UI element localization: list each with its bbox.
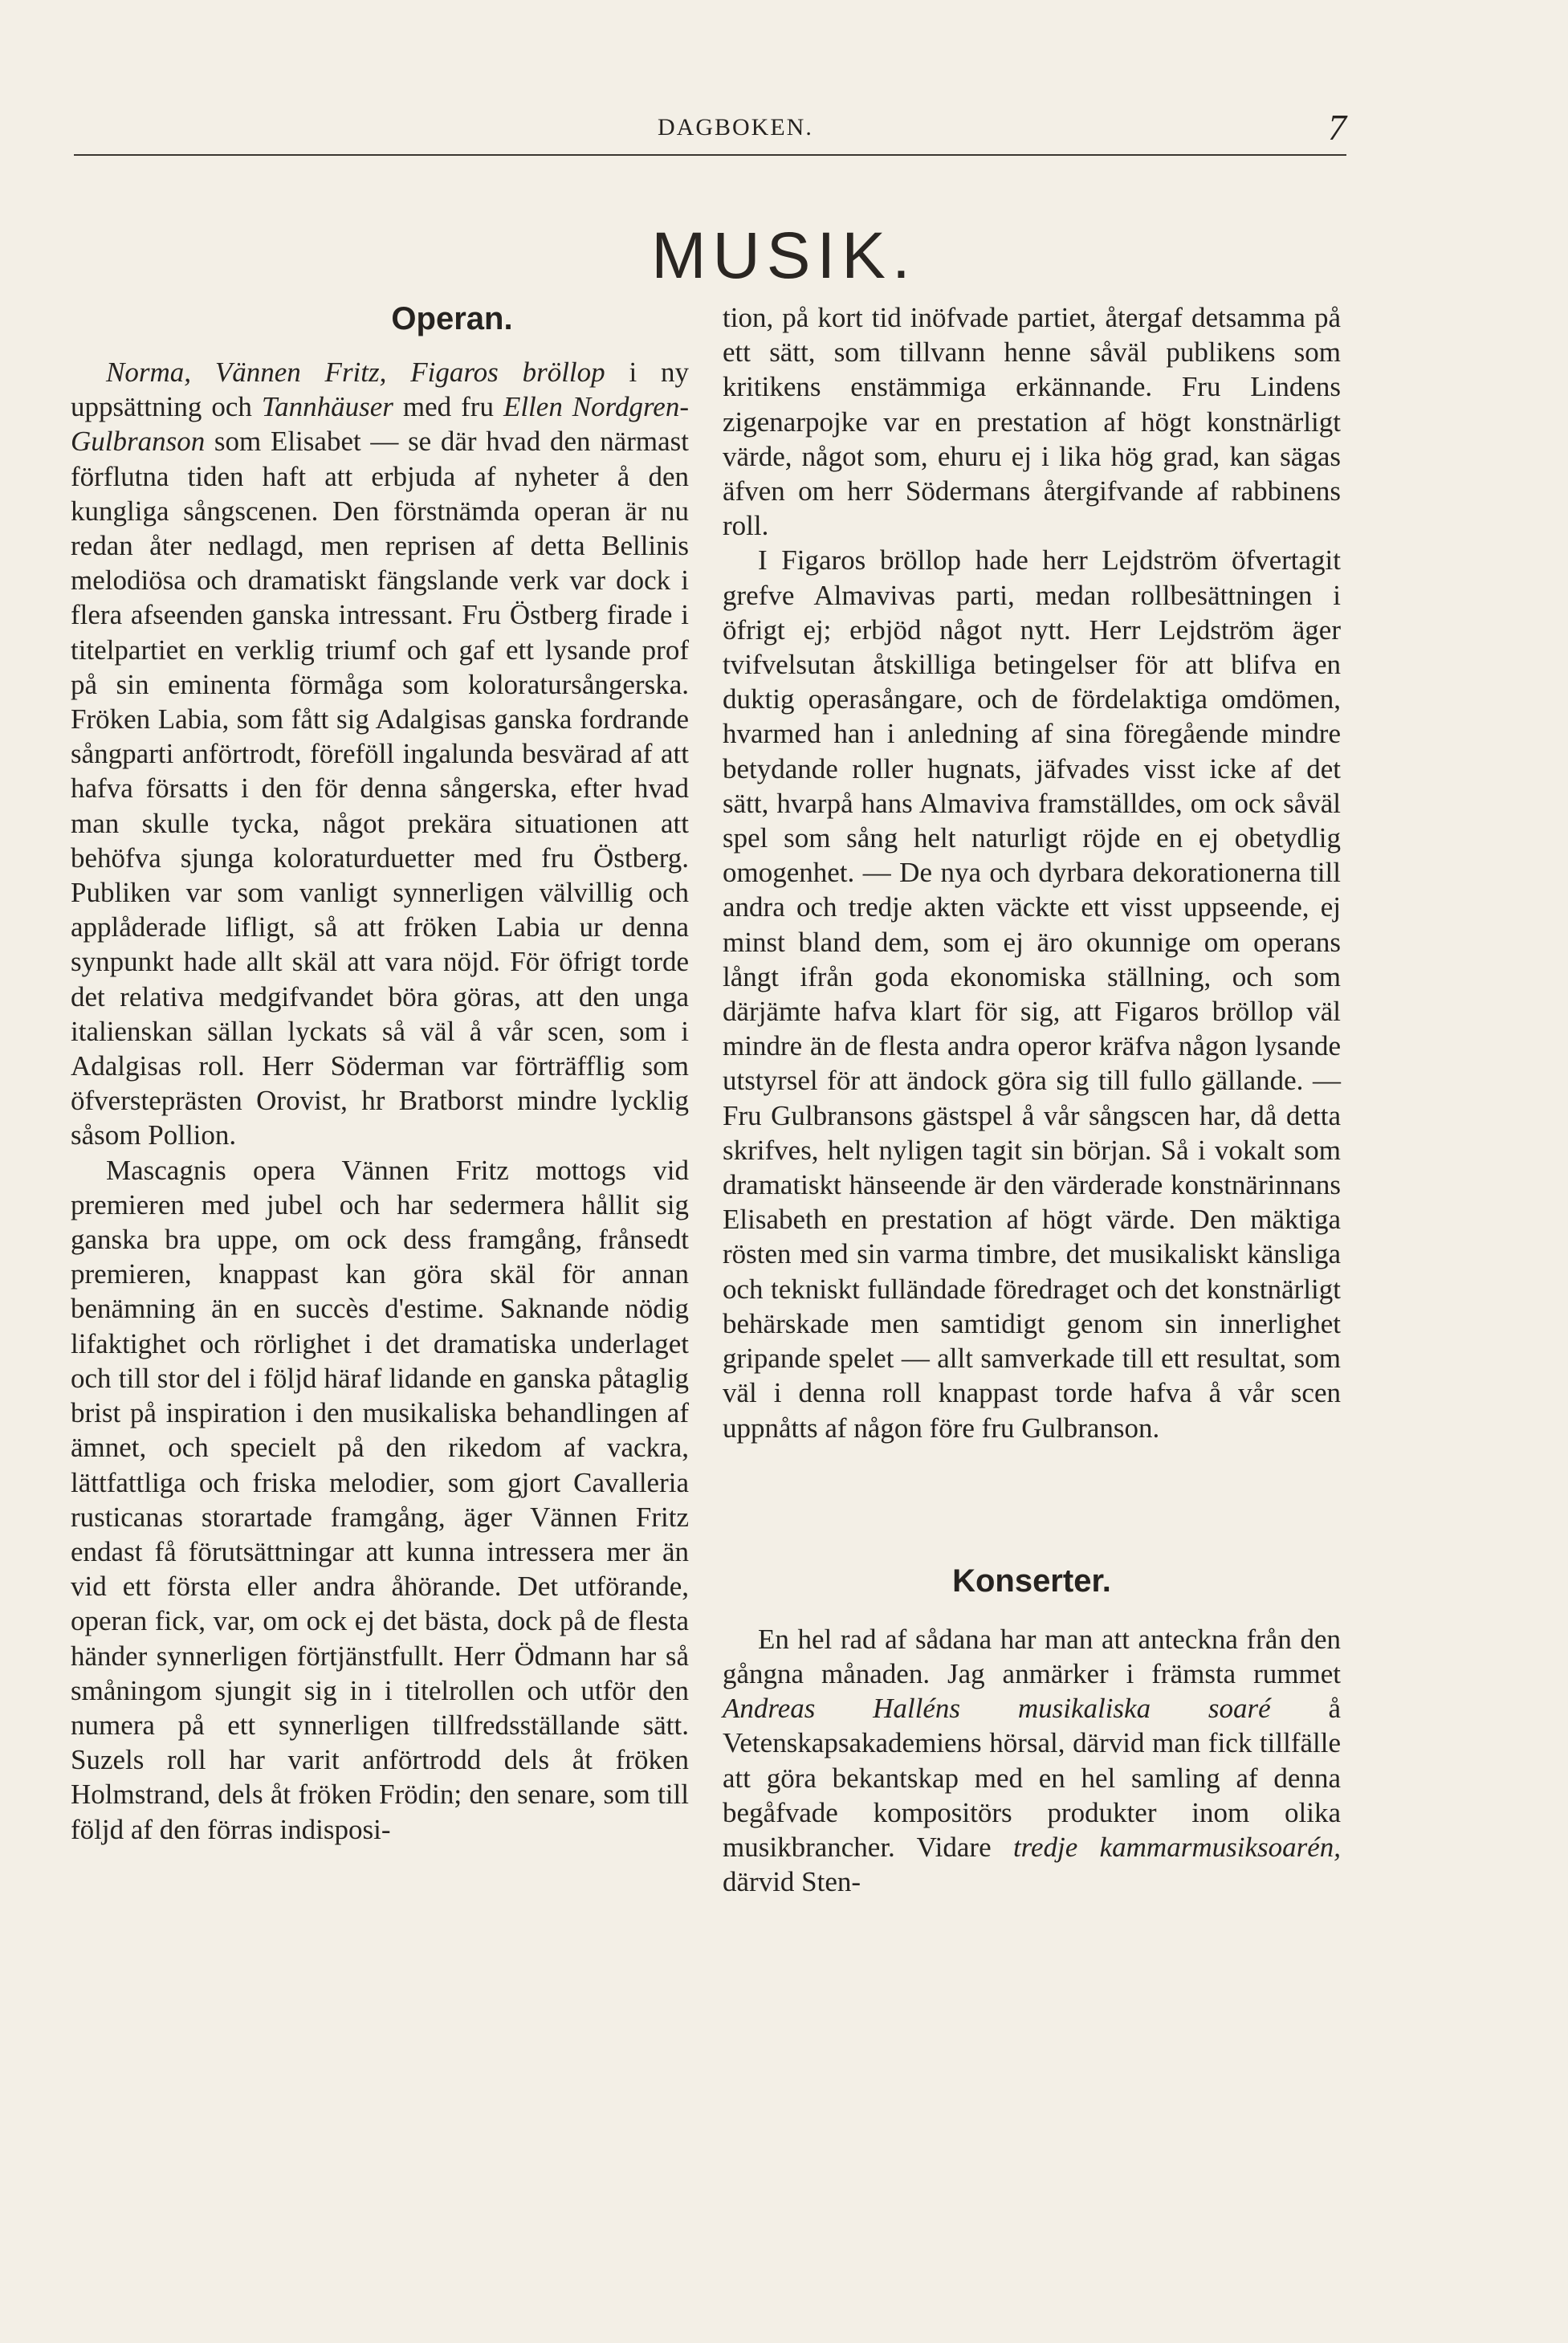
text-run [386,357,410,388]
text-run [191,357,215,388]
text-run: därvid Sten- [723,1866,861,1898]
text-run: med fru [393,391,503,423]
italic-title: Norma, [106,357,191,388]
section-title: MUSIK. [651,219,917,292]
italic-title: Tannhäuser [261,391,393,423]
text-run: å Vetenskapsakademiens hörsal, därvid man fick tillfälle att göra bekantskap med en hel samling af denna begåfvade kompositörs produkter inom olika musikbrancher. Vidare [723,1693,1341,1863]
heading-operan: Operan. [391,301,513,336]
italic-title: Figaros bröllop [410,357,605,388]
right-column [723,300,1341,1899]
paragraph [71,355,689,1153]
italic-title: Vännen Fritz, [214,357,387,388]
left-column [71,300,689,1847]
paragraph: tion, på kort tid inöfvade partiet, återgaf detsamma på ett sätt, som tillvann henne såväl publikens som kritikens enstämmiga erkännande. Fru Lindens zigenarpojke var en prestation af högt konstnärligt värde, något som, ehuru ej i lika hög grad, kan sägas äfven om herr Södermans återgifvande af rabbinens roll. [723,302,1341,542]
paragraph: I Figaros bröllop hade herr Lejdström öfvertagit grefve Almavivas parti, medan rollbesättningen i öfrigt ej; erbjöd något nytt. Herr Lejdström äger tvifvelsutan åtskilliga betingelser för att blifva en duktig operasångare, och de fördelaktiga omdömen, hvarmed han i anledning af sina föregående mindre betydande roller hugnats, jäfvades visst icke af det sätt, hvarpå hans Almaviva framställdes, om ock såväl spel som sång helt naturligt röjde en ej obetydlig omogenhet. — De nya och dyrbara dekorationerna till andra och tredje akten väckte ett visst uppseende, ej minst bland dem, som ej äro okunnige om operans långt ifrån goda ekonomiska ställning, och som därjämte hafva klart för sig, att Figaros bröllop väl mindre än de flesta andra operor kräfva någon lysande utstyrsel för att ändock göra sig till fullo gällande. — Fru Gulbransons gästspel å vår sångscen har, då detta skrifves, helt nyligen tagit sin början. Så i vokalt som dramatiskt hänseende är den värderade konstnärinnans Elisabeth en prestation af högt värde. Den mäktiga rösten med sin varma timbre, det musikaliskt känsliga och tekniskt fulländade föredraget och det konstnärligt behärskade men samtidigt genom sin innerlighet gripande spelet — allt samverkade till ett resultat, som väl i denna roll knappast torde hafva å vår scen uppnåtts af någon före fru Gulbranson. [723,544,1341,1444]
paragraph: Mascagnis opera Vännen Fritz mottogs vid premieren med jubel och har sedermera hållit sig ganska bra uppe, om ock dess framgång, frånsedt premieren, knappast kan göra skäl för annan benämning än en succès d'estime. Saknande nödig lifaktighet och rörlighet i det dramatiska underlaget och till stor del i följd häraf lidande en ganska påtaglig brist på inspiration i den musikaliska behandlingen af ämnet, och specielt på den rikedom af vackra, lättfattliga och friska melodier, som gjort Cavalleria rusticanas storartade framgång, äger Vännen Fritz endast få förutsättningar att kunna intressera mer än vid ett första eller andra åhörande. Det utförande, operan fick, var, om ock ej det bästa, dock på de flesta händer synnerligen förtjänstfullt. Herr Ödmann har så småningom sjungit sig in i titelrollen och utför den numera på ett synnerligen tillfredsställande sätt. Suzels roll har varit anförtrodd dels åt fröken Holmstrand, dels åt fröken Frödin; den senare, som till följd af den förras indisposi- [71,1154,689,1845]
page-number: 7 [1328,107,1346,148]
italic-title: Andreas Halléns musikaliska soaré [723,1693,1271,1725]
text-run: som Elisabet — se där hvad den närmast förflutna tiden haft att erbjuda af nyheter å den kungliga sångscenen. Den förstnämda operan är nu redan åter nedlagd, men reprisen af detta Bellinis melodiösa och dramatiskt fängslande verk var dock i flera afseenden ganska intressant. Fru Östberg firade i titelpartiet en verklig triumf och gaf ett lysande prof på sin eminenta förmåga som koloratursångerska. Fröken Labia, som fått sig Adalgisas ganska fordrande sångparti anförtrodt, föreföll ingalunda besvärad af att hafva försatts i den för denna sångerska, efter hvad man skulle tycka, något prekära situationen att behöfva sjunga koloraturduetter med fru Östberg. Publiken var som vanligt synnerligen välvillig och applåderade lifligt, så att fröken Labia ur denna synpunkt hade allt skäl att vara nöjd. För öfrigt torde det relativa medgifvandet böra göras, att den unga italienskan sällan lyckats så väl å vår scen, som i Adalgisas roll. Herr Söderman var förträfflig som öfversteprästen Orovist, hr Bratborst mindre lycklig såsom Pollion. [71,426,689,1151]
text-run: En hel rad af sådana har man att anteckna från den gångna månaden. Jag anmärker i främsta rummet [723,1623,1341,1689]
running-title: DAGBOKEN. [658,114,813,141]
text-run: i ny uppsättning och [71,357,690,423]
paragraph [723,1622,1341,1900]
italic-name: Ellen Nordgren-Gulbranson [71,391,689,458]
running-header [74,106,1346,156]
heading-konserter: Konserter. [952,1563,1111,1599]
italic-title: tredje kammarmusiksoarén, [1012,1831,1342,1863]
